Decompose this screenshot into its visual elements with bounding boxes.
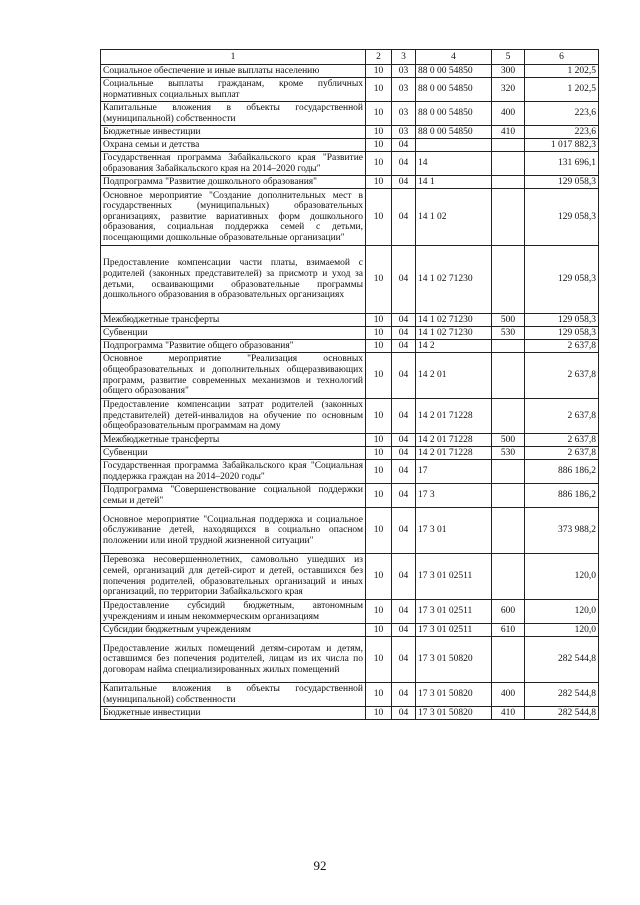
table-row xyxy=(101,78,599,102)
row-target-code: 14 2 xyxy=(416,340,492,353)
row-section: 10 xyxy=(366,484,392,508)
row-expense-type: 530 xyxy=(492,327,525,340)
row-expense-type: 500 xyxy=(492,314,525,327)
row-target-code: 17 3 xyxy=(416,484,492,508)
table-row xyxy=(101,139,599,152)
row-description: Субвенции xyxy=(101,447,366,460)
row-expense-type xyxy=(492,399,525,434)
table-row xyxy=(101,484,599,508)
row-subsection: 04 xyxy=(392,460,416,484)
row-expense-type: 410 xyxy=(492,126,525,139)
row-target-code: 17 3 01 50820 xyxy=(416,707,492,720)
row-section: 10 xyxy=(366,78,392,102)
row-amount: 2 637,8 xyxy=(525,340,599,353)
row-target-code: 17 xyxy=(416,460,492,484)
header-cell-3: 3 xyxy=(392,50,416,65)
row-expense-type xyxy=(492,152,525,176)
row-target-code: 17 3 01 xyxy=(416,508,492,554)
row-target-code: 88 0 00 54850 xyxy=(416,102,492,126)
row-description: Основное мероприятие "Создание дополнительных мест в государственных (муниципальных) образовательных организациях, развитие вариативных форм дошкольного образования, социальная поддержка семей с детьми, посещающими дошкольные образовательные организации" xyxy=(101,189,366,246)
table-row xyxy=(101,353,599,399)
row-amount: 129 058,3 xyxy=(525,189,599,246)
row-target-code: 88 0 00 54850 xyxy=(416,65,492,78)
row-target-code: 17 3 01 50820 xyxy=(416,683,492,707)
row-expense-type xyxy=(492,554,525,600)
row-subsection: 04 xyxy=(392,707,416,720)
row-amount: 129 058,3 xyxy=(525,176,599,189)
table-row xyxy=(101,327,599,340)
page-number: 92 xyxy=(313,858,327,873)
row-description: Предоставление компенсации затрат родителей (законных представителей) детей-инвалидов на обучение по основным общеобразовательным программам на дому xyxy=(101,399,366,434)
row-expense-type xyxy=(492,246,525,314)
table-row xyxy=(101,554,599,600)
row-subsection: 04 xyxy=(392,484,416,508)
row-target-code: 88 0 00 54850 xyxy=(416,78,492,102)
row-amount: 1 017 882,3 xyxy=(525,139,599,152)
table-row xyxy=(101,126,599,139)
row-section: 10 xyxy=(366,707,392,720)
row-amount: 2 637,8 xyxy=(525,399,599,434)
row-amount: 120,0 xyxy=(525,624,599,637)
header-cell-1: 1 xyxy=(101,50,366,65)
row-subsection: 04 xyxy=(392,637,416,683)
row-target-code: 88 0 00 54850 xyxy=(416,126,492,139)
table-row xyxy=(101,152,599,176)
row-amount: 886 186,2 xyxy=(525,484,599,508)
row-description: Социальные выплаты гражданам, кроме публичных нормативных социальных выплат xyxy=(101,78,366,102)
row-expense-type: 500 xyxy=(492,434,525,447)
table-header-row xyxy=(101,50,599,65)
row-amount: 282 544,8 xyxy=(525,637,599,683)
row-section: 10 xyxy=(366,314,392,327)
row-description: Государственная программа Забайкальского края "Развитие образования Забайкальского края на 2014–2020 годы" xyxy=(101,152,366,176)
row-section: 10 xyxy=(366,189,392,246)
row-expense-type: 320 xyxy=(492,78,525,102)
row-description: Предоставление компенсации части платы, взимаемой с родителей (законных представителей) за присмотр и уход за детьми, осваивающими образовательные программы дошкольного образования в образовательных организациях xyxy=(101,246,366,314)
row-target-code: 14 2 01 71228 xyxy=(416,447,492,460)
table-row xyxy=(101,447,599,460)
row-amount: 129 058,3 xyxy=(525,246,599,314)
row-subsection: 04 xyxy=(392,246,416,314)
row-section: 10 xyxy=(366,152,392,176)
row-description: Межбюджетные трансферты xyxy=(101,434,366,447)
row-description: Социальное обеспечение и иные выплаты населению xyxy=(101,65,366,78)
row-description: Предоставление субсидий бюджетным, автономным учреждениям и иным некоммерческим организациям xyxy=(101,600,366,624)
row-expense-type: 400 xyxy=(492,683,525,707)
row-subsection: 04 xyxy=(392,353,416,399)
row-target-code: 14 2 01 71228 xyxy=(416,399,492,434)
row-section: 10 xyxy=(366,460,392,484)
row-description: Бюджетные инвестиции xyxy=(101,707,366,720)
row-subsection: 04 xyxy=(392,399,416,434)
row-section: 10 xyxy=(366,683,392,707)
row-subsection: 04 xyxy=(392,554,416,600)
row-description: Капитальные вложения в объекты государственной (муниципальной) собственности xyxy=(101,683,366,707)
row-description: Перевозка несовершеннолетних, самовольно ушедших из семей, организаций для детей-сирот и детей, оставшихся без попечения родителей, образовательных организаций и иных организаций, по территории Забайкальского края xyxy=(101,554,366,600)
row-amount: 129 058,3 xyxy=(525,314,599,327)
row-description: Основное мероприятие "Реализация основных общеобразовательных и дополнительных общеразвивающих программ, развитие современных механизмов и технологий общего образования" xyxy=(101,353,366,399)
row-subsection: 04 xyxy=(392,508,416,554)
row-target-code: 14 xyxy=(416,152,492,176)
row-target-code xyxy=(416,139,492,152)
row-subsection: 04 xyxy=(392,189,416,246)
row-subsection: 03 xyxy=(392,78,416,102)
header-cell-4: 4 xyxy=(416,50,492,65)
row-amount: 120,0 xyxy=(525,600,599,624)
row-subsection: 04 xyxy=(392,314,416,327)
row-subsection: 04 xyxy=(392,600,416,624)
row-description: Охрана семьи и детства xyxy=(101,139,366,152)
row-target-code: 14 1 02 xyxy=(416,189,492,246)
row-expense-type xyxy=(492,139,525,152)
row-target-code: 17 3 01 02511 xyxy=(416,554,492,600)
row-expense-type xyxy=(492,176,525,189)
row-amount: 223,6 xyxy=(525,102,599,126)
header-cell-2: 2 xyxy=(366,50,392,65)
row-description: Подпрограмма "Развитие дошкольного образования" xyxy=(101,176,366,189)
table-row xyxy=(101,600,599,624)
row-section: 10 xyxy=(366,434,392,447)
row-target-code: 14 1 02 71230 xyxy=(416,314,492,327)
row-amount: 1 202,5 xyxy=(525,78,599,102)
row-expense-type: 530 xyxy=(492,447,525,460)
row-subsection: 04 xyxy=(392,340,416,353)
row-target-code: 14 1 xyxy=(416,176,492,189)
row-target-code: 17 3 01 02511 xyxy=(416,600,492,624)
row-subsection: 04 xyxy=(392,434,416,447)
row-expense-type xyxy=(492,637,525,683)
table-row xyxy=(101,65,599,78)
header-cell-6: 6 xyxy=(525,50,599,65)
table-row xyxy=(101,399,599,434)
row-description: Подпрограмма "Совершенствование социальной поддержки семьи и детей" xyxy=(101,484,366,508)
row-amount: 131 696,1 xyxy=(525,152,599,176)
table-row xyxy=(101,508,599,554)
row-subsection: 04 xyxy=(392,447,416,460)
row-subsection: 03 xyxy=(392,102,416,126)
row-target-code: 14 1 02 71230 xyxy=(416,246,492,314)
row-subsection: 04 xyxy=(392,624,416,637)
row-amount: 282 544,8 xyxy=(525,683,599,707)
row-expense-type xyxy=(492,340,525,353)
row-section: 10 xyxy=(366,508,392,554)
row-description: Капитальные вложения в объекты государственной (муниципальной) собственности xyxy=(101,102,366,126)
row-amount: 886 186,2 xyxy=(525,460,599,484)
row-section: 10 xyxy=(366,353,392,399)
row-subsection: 04 xyxy=(392,327,416,340)
row-expense-type: 410 xyxy=(492,707,525,720)
row-amount: 2 637,8 xyxy=(525,447,599,460)
row-description: Субсидии бюджетным учреждениям xyxy=(101,624,366,637)
row-amount: 129 058,3 xyxy=(525,327,599,340)
table-row xyxy=(101,246,599,314)
table-row xyxy=(101,189,599,246)
row-section: 10 xyxy=(366,65,392,78)
table-row xyxy=(101,624,599,637)
table-row xyxy=(101,637,599,683)
table-row xyxy=(101,102,599,126)
row-section: 10 xyxy=(366,600,392,624)
table-row xyxy=(101,176,599,189)
row-section: 10 xyxy=(366,637,392,683)
row-amount: 2 637,8 xyxy=(525,434,599,447)
row-description: Подпрограмма "Развитие общего образования" xyxy=(101,340,366,353)
table-row xyxy=(101,460,599,484)
row-target-code: 14 1 02 71230 xyxy=(416,327,492,340)
table-row xyxy=(101,314,599,327)
row-subsection: 04 xyxy=(392,683,416,707)
row-section: 10 xyxy=(366,554,392,600)
row-subsection: 04 xyxy=(392,176,416,189)
row-subsection: 03 xyxy=(392,65,416,78)
row-expense-type: 300 xyxy=(492,65,525,78)
row-expense-type: 610 xyxy=(492,624,525,637)
row-subsection: 03 xyxy=(392,126,416,139)
row-expense-type xyxy=(492,484,525,508)
row-amount: 282 544,8 xyxy=(525,707,599,720)
row-amount: 120,0 xyxy=(525,554,599,600)
row-section: 10 xyxy=(366,399,392,434)
row-target-code: 17 3 01 50820 xyxy=(416,637,492,683)
row-section: 10 xyxy=(366,624,392,637)
row-description: Предоставление жилых помещений детям-сиротам и детям, оставшимся без попечения родителей, лицам из их числа по договорам найма специализированных жилых помещений xyxy=(101,637,366,683)
table-row xyxy=(101,683,599,707)
row-subsection: 04 xyxy=(392,139,416,152)
row-expense-type xyxy=(492,353,525,399)
budget-table xyxy=(100,49,599,720)
row-section: 10 xyxy=(366,327,392,340)
row-section: 10 xyxy=(366,126,392,139)
row-target-code: 14 2 01 xyxy=(416,353,492,399)
row-description: Основное мероприятие "Социальная поддержка и социальное обслуживание детей, находящихся в социально опасном положении или иной трудной жизненной ситуации" xyxy=(101,508,366,554)
table-row xyxy=(101,340,599,353)
row-description: Межбюджетные трансферты xyxy=(101,314,366,327)
row-section: 10 xyxy=(366,447,392,460)
row-target-code: 14 2 01 71228 xyxy=(416,434,492,447)
row-amount: 1 202,5 xyxy=(525,65,599,78)
header-cell-5: 5 xyxy=(492,50,525,65)
row-amount: 2 637,8 xyxy=(525,353,599,399)
budget-table-body xyxy=(101,50,599,720)
row-expense-type xyxy=(492,189,525,246)
row-amount: 373 988,2 xyxy=(525,508,599,554)
table-row xyxy=(101,434,599,447)
row-expense-type: 400 xyxy=(492,102,525,126)
row-expense-type xyxy=(492,508,525,554)
row-expense-type: 600 xyxy=(492,600,525,624)
row-section: 10 xyxy=(366,246,392,314)
row-section: 10 xyxy=(366,139,392,152)
row-section: 10 xyxy=(366,176,392,189)
row-section: 10 xyxy=(366,102,392,126)
row-description: Субвенции xyxy=(101,327,366,340)
table-row xyxy=(101,707,599,720)
row-subsection: 04 xyxy=(392,152,416,176)
row-description: Бюджетные инвестиции xyxy=(101,126,366,139)
row-amount: 223,6 xyxy=(525,126,599,139)
row-expense-type xyxy=(492,460,525,484)
row-target-code: 17 3 01 02511 xyxy=(416,624,492,637)
row-description: Государственная программа Забайкальского края "Социальная поддержка граждан на 2014–2020 годы" xyxy=(101,460,366,484)
row-section: 10 xyxy=(366,340,392,353)
